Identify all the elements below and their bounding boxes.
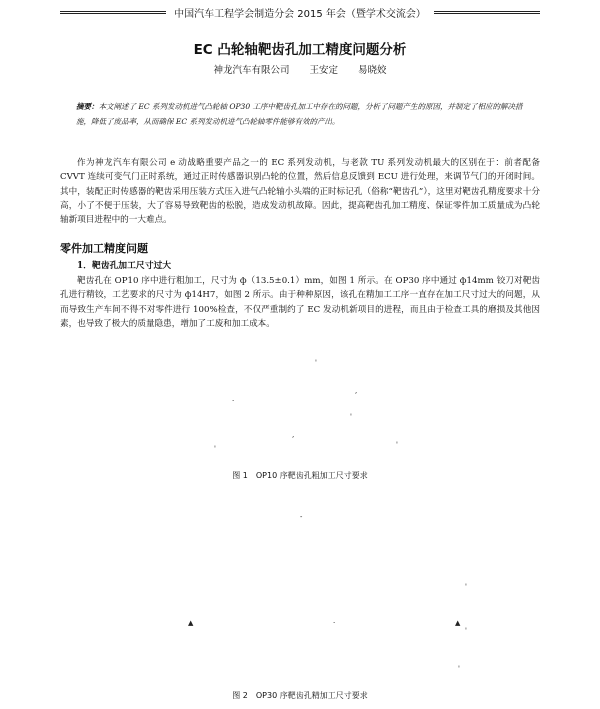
drawing-mark: · bbox=[232, 397, 235, 405]
drawing-mark: ' bbox=[350, 413, 352, 421]
running-header-text: 中国汽车工程学会制造分会 2015 年会（暨学术交流会） bbox=[174, 8, 426, 20]
figure-1-caption: 图 1 OP10 序靶齿孔粗加工尺寸要求 bbox=[232, 471, 368, 480]
running-header bbox=[60, 4, 540, 20]
drawing-mark: ' bbox=[458, 665, 460, 673]
author-line bbox=[0, 62, 600, 76]
drawing-mark: ' bbox=[465, 583, 467, 591]
affiliation: 神龙汽车有限公司 bbox=[213, 65, 290, 76]
subsection-heading: 1．靶齿孔加工尺寸过大 bbox=[77, 261, 172, 271]
drawing-mark: ▲ bbox=[188, 619, 194, 627]
issue-paragraph: 靶齿孔在 OP10 序中进行粗加工，尺寸为 ф（13.5±0.1）mm，如图 1 所示。在 OP30 序中通过 ф14mm 铰刀对靶齿孔进行精铰，工艺要求的尺寸为 ф14H7，如图 2 所示。由于种种原因，该孔在精加工工序一直存在加工尺寸过大的问题，从而导致生产车间不得不对零件进行 100%检查，不仅严重制约了 EC 发动机新项目的进程，而且由于检查工具的磨损及其他因素，也导致了极大的质量隐患，增加了工废和加工成本。 bbox=[60, 276, 540, 329]
header-rule-left bbox=[60, 11, 166, 14]
author-name: 王安定 bbox=[309, 65, 338, 76]
drawing-mark: ' bbox=[214, 445, 216, 453]
drawing-mark: · bbox=[333, 619, 336, 627]
drawing-mark: , bbox=[355, 387, 358, 395]
drawing-mark: ' bbox=[315, 359, 317, 367]
abstract-text: 本文阐述了 EC 系列发动机进气凸轮轴 OP30 工序中靶齿孔加工中存在的问题，分析了问题产生的原因，并制定了相应的解决措施，降低了废品率，从而确保 EC 系列发动机进气凸轮轴零件能够有效的产出。 bbox=[76, 102, 523, 126]
drawing-mark: ' bbox=[465, 627, 467, 635]
intro-paragraph: 作为神龙汽车有限公司 e 动战略重要产品之一的 EC 系列发动机，与老款 TU 系列发动机最大的区别在于：前者配备 CVVT 连续可变气门正时系统，通过正时传感器识别凸轮的位置，然后信息反馈到 ECU 进行处理，来调节气门的开闭时间。其中，装配正时传感器的靶齿采用压装方式压入进气凸轮轴小头端的正时标记孔（俗称“靶齿孔”），这里对靶齿孔精度要求十分高，小了不便于压装，大了容易导致靶齿的松脱，造成发动机故障。因此，提高靶齿孔加工精度、保证零件加工质量成为凸轮轴新项目进程中的一大难点。 bbox=[60, 158, 540, 226]
abstract-label: 摘要： bbox=[76, 102, 99, 111]
figure-2-caption: 图 2 OP30 序靶齿孔精加工尺寸要求 bbox=[232, 691, 368, 700]
figure-2-drawing bbox=[60, 480, 540, 680]
paper-title: EC 凸轮轴靶齿孔加工精度问题分析 bbox=[193, 42, 407, 58]
drawing-mark: - bbox=[300, 513, 303, 521]
abstract bbox=[76, 99, 524, 129]
drawing-mark: ▲ bbox=[455, 619, 461, 627]
figure-1-drawing bbox=[60, 350, 540, 462]
drawing-mark: ' bbox=[396, 441, 398, 449]
author-name: 易晓姣 bbox=[358, 65, 387, 76]
header-rule-right bbox=[434, 11, 540, 14]
section-heading: 零件加工精度问题 bbox=[60, 242, 148, 255]
drawing-mark: ‚ bbox=[292, 431, 295, 439]
